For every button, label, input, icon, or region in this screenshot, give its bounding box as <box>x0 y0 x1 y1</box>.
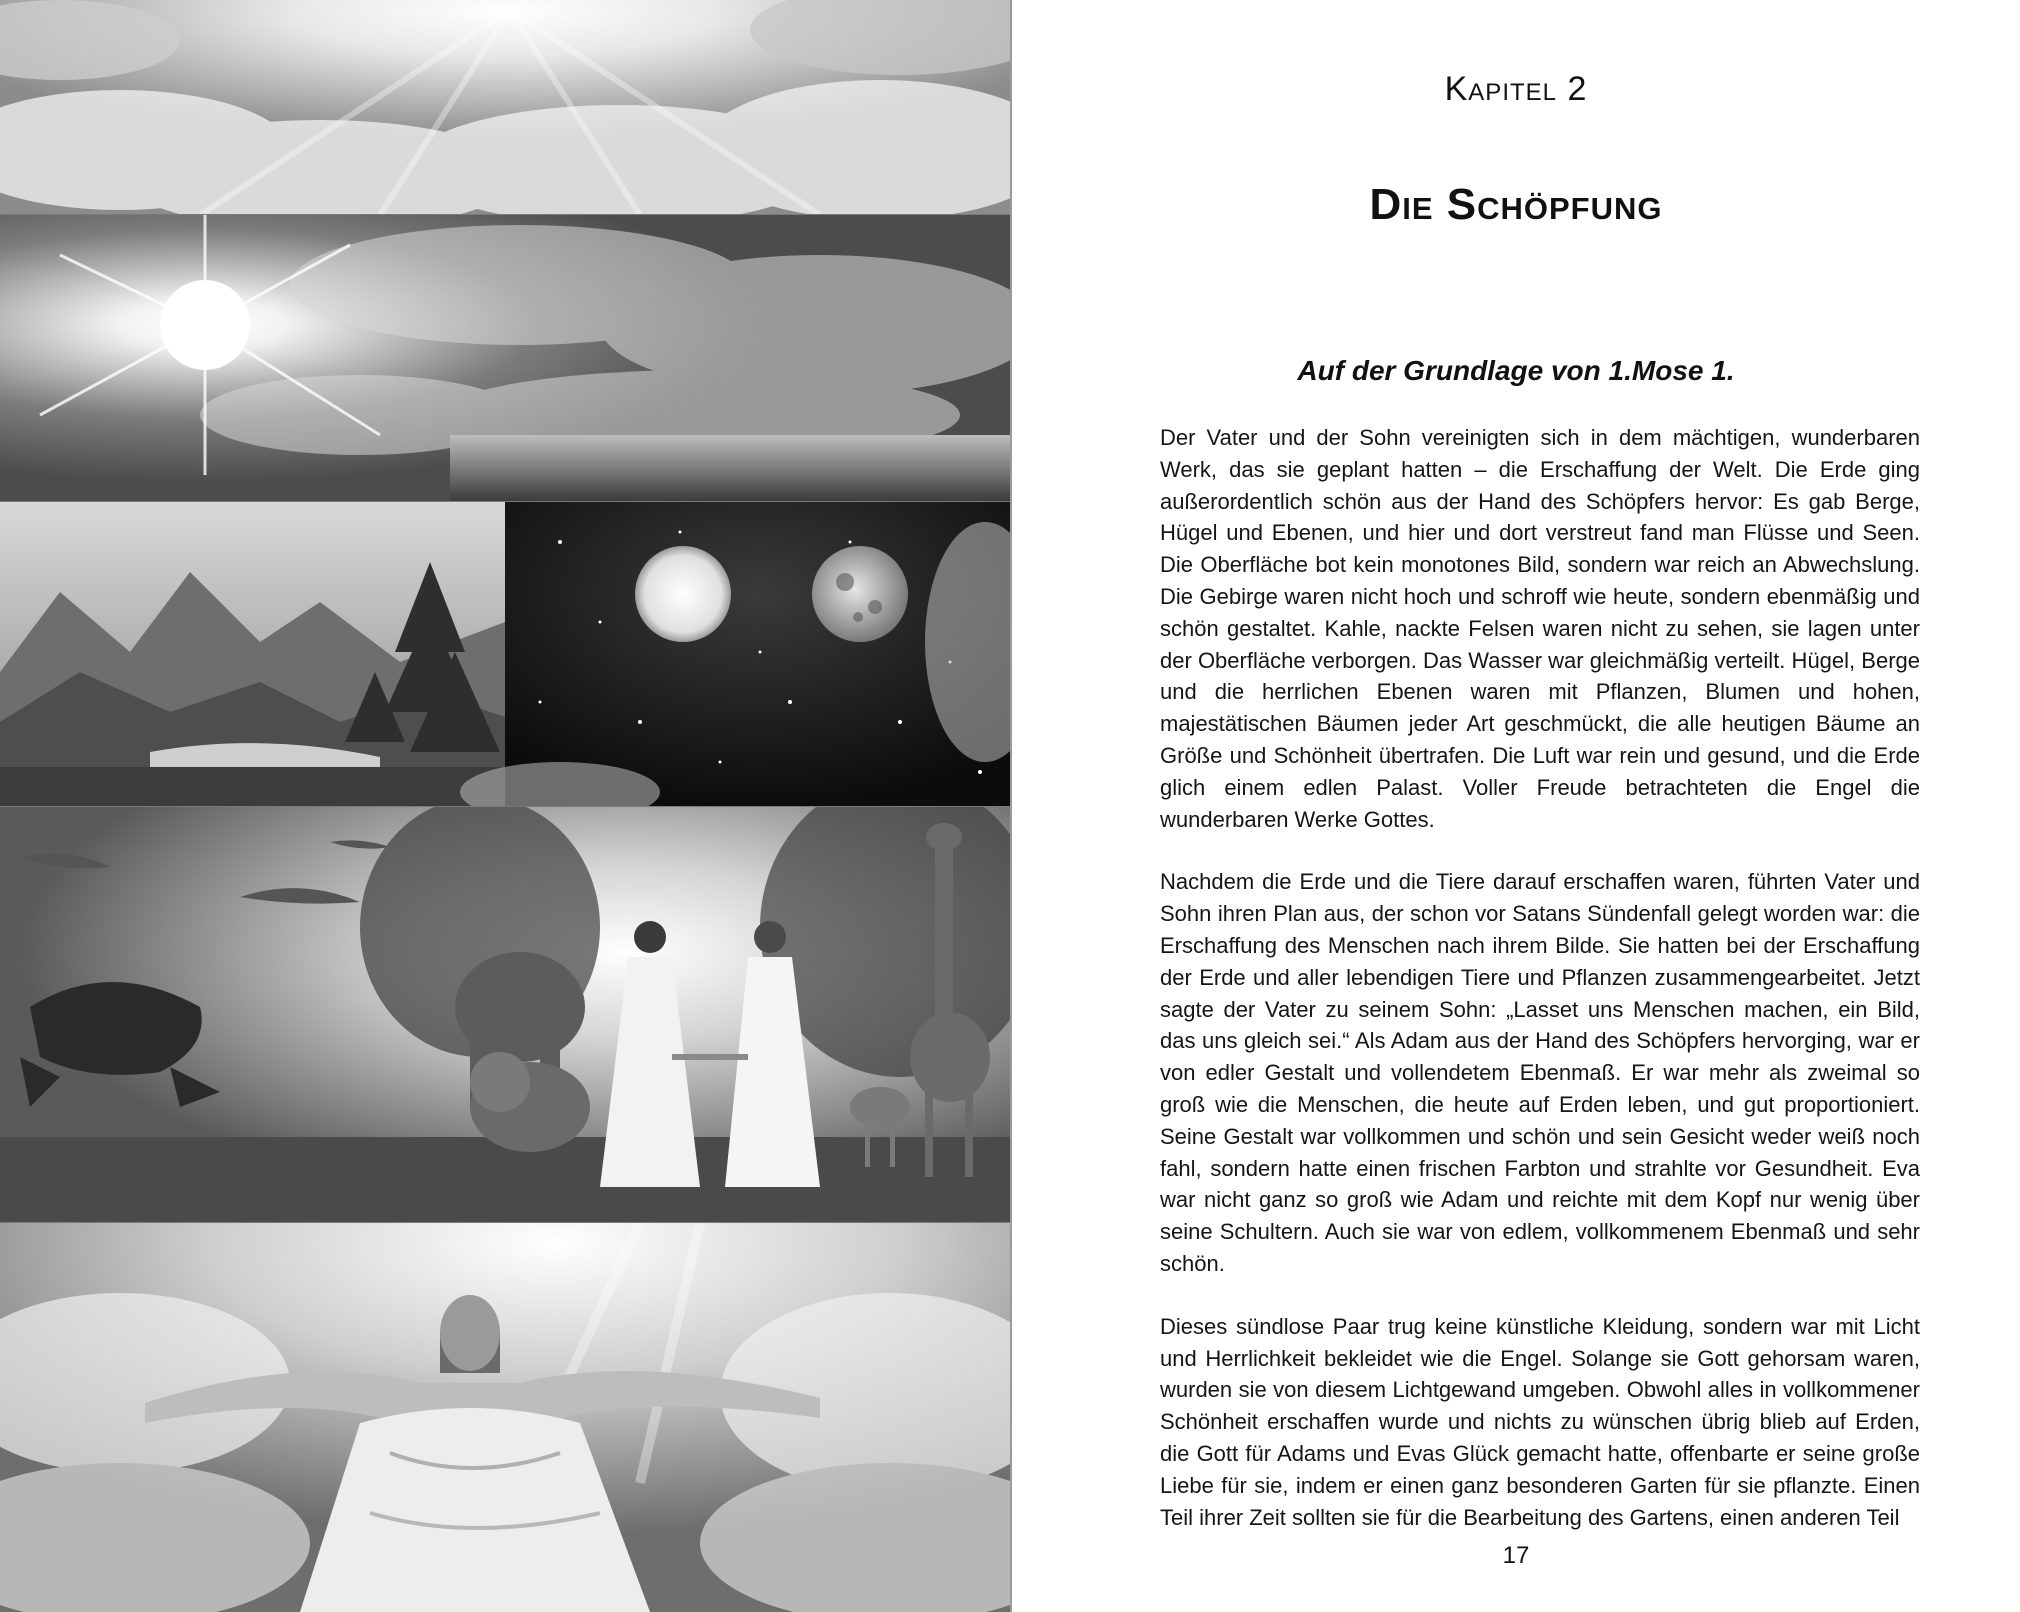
panel-adam-eve-with-animals <box>0 807 1010 1223</box>
chapter-body <box>1160 422 1920 1564</box>
panel-light-over-clouds <box>0 0 1010 215</box>
paragraph-2: Nachdem die Erde und die Tiere darauf erschaffen waren, führten Vater und Sohn ihren Plan aus, der schon vor Satans Sündenfall gelegt worden war: die Erschaffung des Menschen nach ihrem Bilde. Sie hatten bei der Erschaffung der Erde und aller lebendigen Tiere und Pflanzen zusammengearbeitet. Jetzt sagte der Vater zu seinem Sohn: „Lasset uns Menschen machen, ein Bild, das uns gleich sei.“ Als Adam aus der Hand des Schöpfers hervorging, war er von edler Gestalt und vollendetem Ebenmaß. Er war mehr als zweimal so groß wie die Menschen, die heute auf Erden leben, und gut proportioniert. Seine Gestalt war vollkommen und schön und sein Gesicht weder weiß noch fahl, sondern hatte einen frischen Farbton und strahlte vor Gesundheit. Eva war nicht ganz so groß wie Adam und reichte mit dem Kopf nur wenig über seine Schultern. Auch sie war von edlem, vollkommenem Ebenmaß und sehr schön. <box>1160 869 1920 1276</box>
chapter-label: Kapitel 2 <box>1444 70 1588 108</box>
paragraph-1: Der Vater und der Sohn vereinigten sich in dem mächtigen, wunderbaren Werk, das sie geplant hatten – die Erschaffung der Welt. Die Erde ging außerordentlich schön aus der Hand des Schöpfers hervor: Es gab Berge, Hügel und Ebenen, und hier und dort verstreut fand man Flüsse und Seen. Die Oberfläche bot kein monotones Bild, sondern war reich an Abwechslung. Die Gebirge waren nicht hoch und schroff wie heute, sondern ebenmäßig und schön gestaltet. Kahle, nackte Felsen waren nicht zu sehen, sie lagen unter der Oberfläche verborgen. Das Wasser war gleichmäßig verteilt. Hügel, Berge und die herrlichen Ebenen waren mit Pflanzen, Blumen und hohen, majestätischen Bäumen jeder Art geschmückt, die alle heutigen Bäume an Größe und Schönheit übertrafen. Die Luft war rein und gesund, und die Erde glich einem edlen Palast. Voller Freude betrachteten die Engel die wunderbaren Werke Gottes. <box>1160 425 1920 832</box>
text-page <box>1012 0 2020 1612</box>
chapter-title: Die Schöpfung <box>1369 180 1663 229</box>
chapter-subtitle: Auf der Grundlage von 1.Mose 1. <box>1297 355 1735 386</box>
panel-mountains-and-starry-sky <box>0 502 1010 807</box>
panel-creator-with-open-arms <box>0 1223 1010 1612</box>
page-number: 17 <box>1502 1542 1530 1569</box>
panel-sun-over-sea <box>0 215 1010 502</box>
paragraph-3: Dieses sündlose Paar trug keine künstliche Kleidung, sondern war mit Licht und Herrlichkeit bekleidet wie die Engel. Solange sie Gott gehorsam waren, wurden sie von diesem Lichtgewand umgeben. Obwohl alles in vollkommener Schönheit erschaffen wurde und nichts zu wünschen übrig blieb auf Erden, die Gott für Adams und Evas Glück gemacht hatte, offenbarte er seine große Liebe für sie, indem er einen ganz besonderen Garten für sie pflanzte. Einen Teil ihrer Zeit sollten sie für die Bearbeitung des Gartens, einen anderen Teil <box>1160 1313 1920 1530</box>
